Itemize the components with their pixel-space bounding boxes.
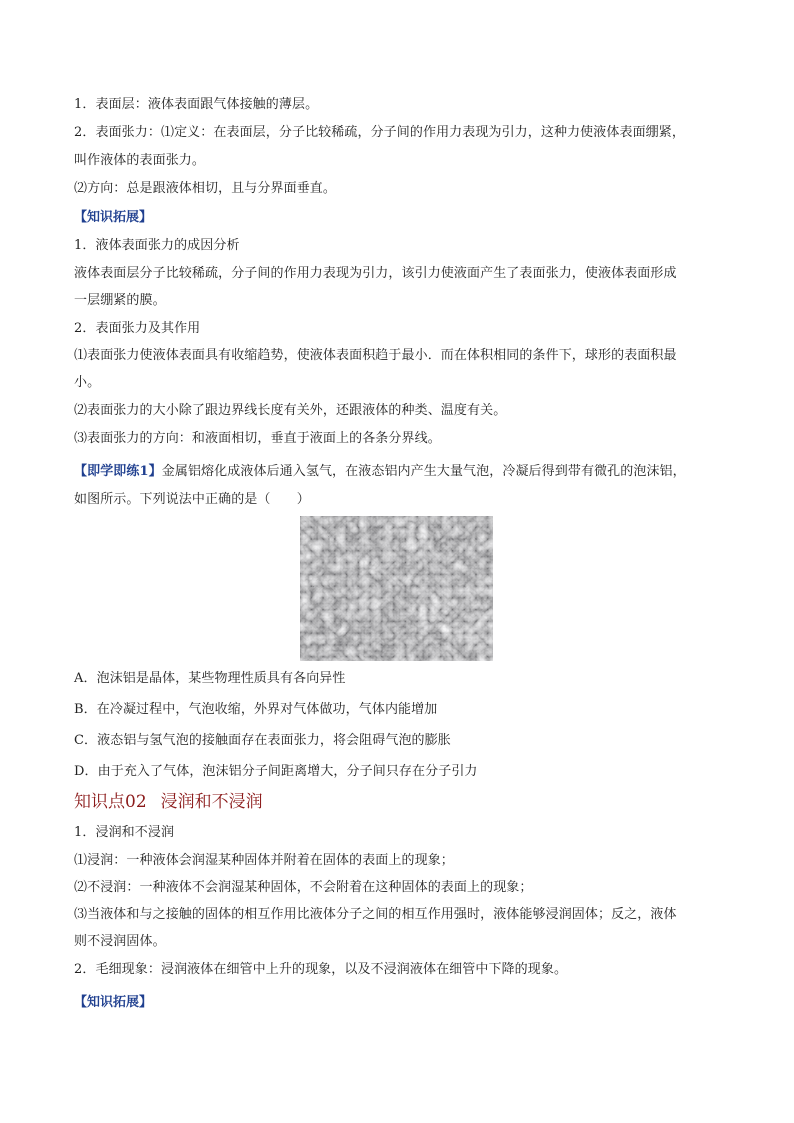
text-line: ⑴表面张力使液体表面具有收缩趋势，使液体表面积趋于最小．而在体积相同的条件下，球形的表面积最 [74,348,677,363]
text-line: 2．毛细现象：浸润液体在细管中上升的现象，以及不浸润液体在细管中下降的现象。 [74,962,568,977]
text-line: 液体表面层分子比较稀疏，分子间的作用力表现为引力，该引力使液面产生了表面张力，使液体表面形成 [74,266,677,281]
section-title: 浸润和不浸润 [160,792,263,812]
option-b: B．在冷凝过程中，气泡收缩，外界对气体做功，气体内能增加 [74,702,438,717]
text-line: ⑵表面张力的大小除了跟边界线长度有关外，还跟液体的种类、温度有关。 [74,403,507,418]
practice-tag: 【即学即练1】 [74,464,162,479]
text-line: 则不浸润固体。 [74,934,166,949]
question-stem [74,463,686,481]
text-line: 1．浸润和不浸润 [74,825,175,840]
option-c: C．液态铝与氢气泡的接触面存在表面张力，将会阻碍气泡的膨胀 [74,733,451,748]
question-stem-text: 金属铝熔化成液体后通入氢气，在液态铝内产生大量气泡，冷凝后得到带有微孔的泡沫铝， [161,464,686,479]
text-line: ⑵不浸润：一种液体不会润湿某种固体，不会附着在这种固体的表面上的现象； [74,880,533,895]
text-line: ⑶表面张力的方向：和液面相切，垂直于液面上的各条分界线。 [74,431,441,446]
section-heading [74,791,263,813]
knowledge-expansion-tag: 【知识拓展】 [74,210,153,225]
aluminum-foam-photo [300,516,493,661]
text-line: 2．表面张力：⑴定义：在表面层，分子比较稀疏，分子间的作用力表现为引力，这种力使液体表面绷紧， [74,125,685,140]
option-d: D．由于充入了气体，泡沫铝分子间距离增大，分子间只存在分子引力 [74,764,478,779]
text-line: 一层绷紧的膜。 [74,293,166,308]
option-a: A．泡沫铝是晶体，某些物理性质具有各向异性 [74,671,346,686]
text-line: ⑶当液体和与之接触的固体的相互作用比液体分子之间的相互作用强时，液体能够浸润固体；反之，液体 [74,907,677,922]
text-line: ⑴浸润：一种液体会润湿某种固体并附着在固体的表面上的现象； [74,853,454,868]
text-line: 1．表面层：液体表面跟气体接触的薄层。 [74,97,319,112]
text-line: 2．表面张力及其作用 [74,321,201,336]
question-stem-cont: 如图所示。下列说法中正确的是（ ） [74,492,310,507]
knowledge-expansion-tag-2: 【知识拓展】 [74,995,153,1010]
foam-texture-image [300,516,493,661]
section-number: 知识点02 [74,792,147,812]
text-line: ⑵方向：总是跟液体相切，且与分界面垂直。 [74,181,337,196]
text-line: 1．液体表面张力的成因分析 [74,238,240,253]
text-line: 小。 [74,375,101,390]
text-line: 叫作液体的表面张力。 [74,153,206,168]
